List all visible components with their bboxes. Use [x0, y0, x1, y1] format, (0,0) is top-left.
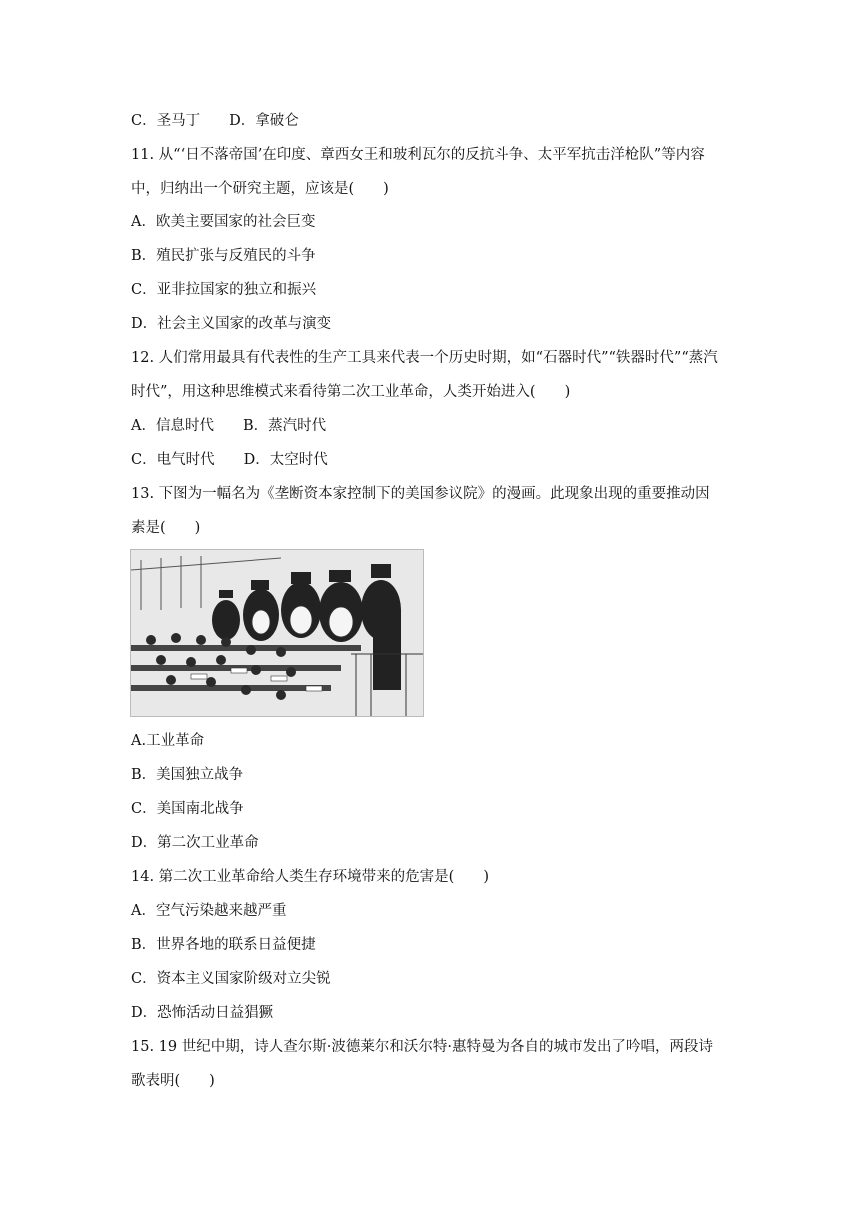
q11-option-d: D．社会主义国家的改革与演变 [131, 316, 332, 332]
question-13-text: 13. 下图为一幅名为《垄断资本家控制下的美国参议院》的漫画。此现象出现的重要推动因 [131, 486, 710, 502]
question-12-text-cont: 时代”，用这种思维模式来看待第二次工业革命，人类开始进入( ) [131, 384, 571, 400]
question-12-text: 12. 人们常用最具有代表性的生产工具来代表一个历史时期，如“石器时代”“铁器时代”“蒸汽 [131, 350, 718, 366]
question-15-text-cont: 歌表明( ) [131, 1073, 215, 1089]
q11-option-a: A．欧美主要国家的社会巨变 [131, 214, 316, 230]
question-11-text-cont: 中，归纳出一个研究主题，应该是( ) [131, 181, 389, 197]
cartoon-illustration [131, 550, 423, 716]
q13-option-a: A.工业革命 [131, 733, 205, 749]
question-14-text: 14. 第二次工业革命给人类生存环境带来的危害是( ) [131, 869, 489, 885]
q11-option-c: C．亚非拉国家的独立和振兴 [131, 282, 317, 298]
question-15-text: 15. 19 世纪中期，诗人查尔斯·波德莱尔和沃尔特·惠特曼为各自的城市发出了吟唱，两段诗 [131, 1039, 713, 1055]
q14-option-c: C．资本主义国家阶级对立尖锐 [131, 971, 331, 987]
q13-option-d: D．第二次工业革命 [131, 835, 259, 851]
q13-option-b: B．美国独立战争 [131, 767, 244, 783]
q13-option-c: C．美国南北战争 [131, 801, 244, 817]
q12-options-cd: C．电气时代 D．太空时代 [131, 452, 328, 468]
question-13-text-cont: 素是( ) [131, 520, 201, 536]
q14-option-b: B．世界各地的联系日益便捷 [131, 937, 316, 953]
q12-options-ab: A．信息时代 B．蒸汽时代 [131, 418, 327, 434]
q11-option-b: B．殖民扩张与反殖民的斗争 [131, 248, 316, 264]
question-11-text: 11. 从“‘日不落帝国’在印度、章西女王和玻利瓦尔的反抗斗争、太平军抗击洋枪队”等内容 [131, 147, 705, 163]
q14-option-a: A．空气污染越来越严重 [131, 903, 287, 919]
q14-option-d: D．恐怖活动日益猖獗 [131, 1005, 274, 1021]
senate-cartoon-image [130, 549, 424, 717]
option-line: C．圣马丁 D．拿破仑 [131, 113, 299, 129]
